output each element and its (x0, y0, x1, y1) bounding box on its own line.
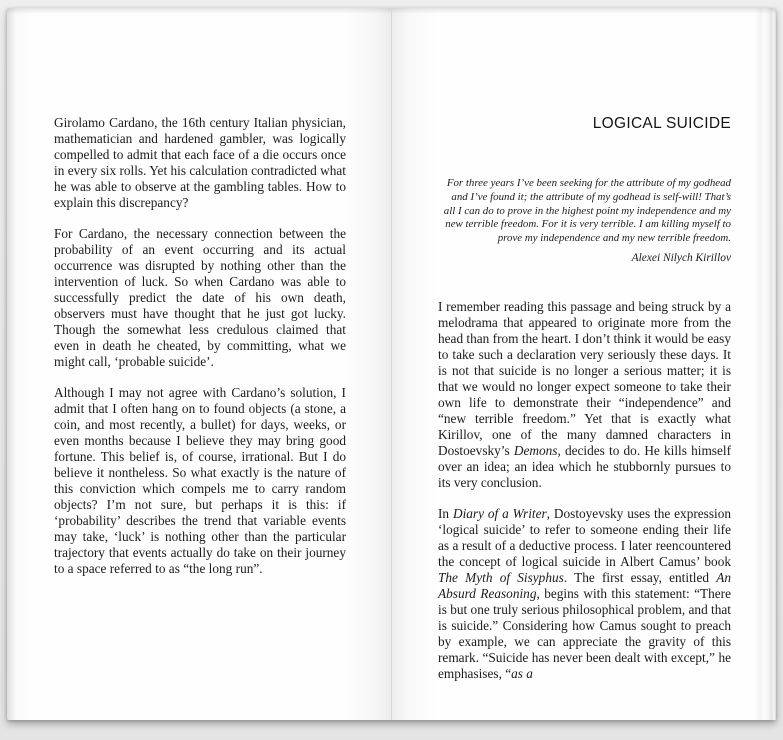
text-run: I remember reading this passage and being struck by a melodrama that appeared to originate more from the head than from the heart. I don’t think it would be easy to take such a declaration very seriously these days. It is not that suicide is no longer a serious matter; it is that we would no longer expect someone to take their own life to demonstrate their “independence” and “new terrible freedom.” Yet that is exactly what Kirillov, one of the many damned characters in Dostoevsky’s (438, 298, 731, 458)
epigraph-line: all I can do to prove in the highest point my independence and my (443, 204, 731, 217)
epigraph-line: and I’ve found it; the attribute of my godhead is self-will! That’s (451, 190, 731, 203)
italic-text-run: The Myth of Sisyphus (438, 569, 564, 585)
paragraph (54, 115, 346, 211)
epigraph-attribution: Alexei Nilych Kirillov (631, 251, 731, 264)
italic-text-run: An Absurd Reasoning (438, 569, 732, 601)
chapter-title: LOGICAL SUICIDE (592, 115, 731, 132)
italic-text-run: as a (511, 665, 533, 681)
right-page-text-column (392, 8, 776, 720)
epigraph (424, 177, 731, 246)
text-run: Girolamo Cardano, the 16th century Italian physician, mathematician and hardened gambler, was logically compelled to admit that each face of a die occurs once in every six rolls. Yet his calculation contradicted what he was able to observe at the gambling tables. How to explain this discrepancy? (54, 115, 346, 210)
paragraph (438, 506, 731, 682)
left-page-body (54, 115, 346, 577)
text-run: In (438, 505, 453, 521)
italic-text-run: Diary of a Writer (452, 505, 547, 521)
paragraph (54, 385, 346, 577)
left-page-text-column (7, 8, 391, 720)
paragraph (54, 226, 346, 370)
text-run: , begins with this statement: “There is but one truly serious philosophical problem, and that is suicide.” Considering how Camus sought to preach by example, we can appreciate the gravity of this remark. “Suicide has never been dealt with except,” he emphasises, “ (438, 585, 731, 681)
epigraph-line: new terrible freedom. For it is very terrible. I am killing myself to (445, 218, 731, 231)
epigraph-line: prove my independence and my new terrible freedom. (497, 232, 731, 245)
epigraph-line: For three years I’ve been seeking for the attribute of my godhead (446, 177, 731, 189)
right-page (391, 8, 776, 720)
book-spread (7, 8, 776, 720)
text-run: For Cardano, the necessary connection between the probability of an event occurring and its actual occurrence was disrupted by nothing other than the intervention of luck. So when Cardano was able to successfully predict the date of his own death, observers must have thought that he just got lucky. Though the somewhat less credulous claimed that even in death he cheated, by committing, what we might call, ‘probable suicide’. (54, 226, 346, 369)
right-page-body (438, 299, 731, 682)
left-page (7, 8, 391, 720)
text-run: , decides to do. He kills himself over an idea; an idea which he stubbornly pursues to its very conclusion. (438, 442, 731, 490)
italic-text-run: Demons (513, 442, 558, 458)
paragraph (438, 299, 731, 491)
text-run: , Dostoyevsky uses the expression ‘logical suicide’ to refer to someone ending their life as a result of a deductive process. I later reencountered the concept of logical suicide in Albert Camus’ book (438, 505, 732, 569)
text-run: . The first essay, entitled (563, 569, 717, 585)
text-run: Although I may not agree with Cardano’s solution, I admit that I often hang on to found objects (a stone, a coin, and most recently, a bullet) for days, weeks, or even months because I believe they may bring good fortune. This belief is, of course, irrational. But I do believe it nontheless. So what exactly is the nature of this conviction which compels me to carry random objects? I’m not sure, but perhaps it is this: if ‘probability’ describes the trend that variable events may take, ‘luck’ is nothing other than the particular trajectory that events actually do take on their journey to a space referred to as “the long run”. (54, 385, 346, 576)
